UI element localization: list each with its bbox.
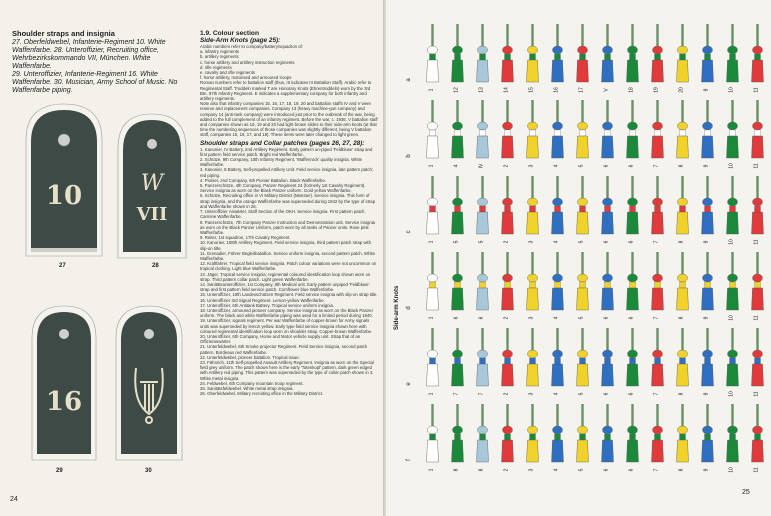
- insignia-item: 25. Sanitätsfeldwebel. White metal strap insignia.: [200, 386, 294, 391]
- figure-number: 30: [145, 468, 152, 474]
- side-arm-knot: [577, 100, 589, 167]
- knot-label: 4: [553, 164, 560, 168]
- insignia-item: 19. Unteroffizier, signals regiment. Per war Waffenfarbe of copper-brown for Army signals units was superseded by lemon yellow. Early type field service insignia shown here with coloured regimental identification loop worn on shoulder strap. Copper-brown Waffenfarbe.: [200, 318, 373, 334]
- insignia-item: 18. Unteroffizier, armoured pioneer company. Service insignia as worn on the Black Panzer uniform. The black and white Waffenfarbe piping was used for a limited period during 1940.: [200, 307, 373, 319]
- insignia-item: 5. Panzerschütze, 4th Company, Panzer Regiment 24 (formerly 1st Cavalry Regiment). Service insignia as worn on the Black Panzer uniform. Gold yellow Waffenfarbe.: [200, 183, 366, 194]
- knot-label: 8: [678, 468, 685, 472]
- side-arm-knot: [552, 100, 564, 167]
- knot-row-label: f: [406, 459, 412, 461]
- knot-label: 8: [453, 468, 460, 472]
- side-arm-knot: [502, 252, 514, 319]
- insignia-item: 17. Unteroffizier, 6th Antitank Battery. Tropical service uniform insignia.: [200, 302, 335, 308]
- knot-label: 8: [478, 468, 485, 472]
- side-arm-knot: [752, 100, 764, 169]
- knot-label: 3: [528, 392, 535, 396]
- knot-label: 6: [628, 392, 635, 396]
- side-arm-knot: [702, 328, 714, 395]
- side-arm-knot: [627, 24, 639, 93]
- knot-label: 3: [528, 468, 535, 472]
- knot-label: 5: [578, 316, 585, 320]
- knot-label: 20: [678, 87, 685, 93]
- knot-label: 1: [428, 468, 435, 472]
- knot-label: 11: [753, 239, 760, 245]
- side-arm-knot: [527, 100, 539, 167]
- knot-label: 8: [678, 316, 685, 320]
- side-arm-knot: [452, 24, 464, 93]
- knot-label: 9: [703, 88, 710, 92]
- side-arm-knot: [477, 404, 489, 471]
- figure-number: 27: [59, 263, 66, 269]
- knot-label: 10: [728, 391, 735, 397]
- side-arm-knots-plate: [406, 20, 758, 496]
- subsection-title-2: Shoulder straps and Collar patches (pages 26, 27, 28):: [200, 139, 365, 147]
- knot-label: 14: [503, 87, 510, 93]
- knot-label: 10: [728, 315, 735, 321]
- side-arm-knot: [502, 176, 514, 243]
- side-arm-knot: [577, 252, 589, 319]
- side-arm-knot: [452, 404, 464, 471]
- knot-label: 12: [453, 87, 460, 93]
- side-arm-knot: [527, 328, 539, 395]
- knot-label: 9: [703, 316, 710, 320]
- knot-label: 10: [728, 239, 735, 245]
- side-arm-knot: [602, 404, 614, 471]
- right-page: [386, 0, 771, 516]
- knot-label: 9: [703, 240, 710, 244]
- insignia-item: 2. Schütze, 9th Company, 10th Infantry Regiment, 'Waffenrock' quality insignia. White Waffenfarbe.: [200, 157, 363, 168]
- side-arm-knot: [752, 176, 764, 245]
- figure-number: 28: [152, 263, 159, 269]
- knot-label: 1: [428, 240, 435, 244]
- knot-label: 17: [578, 87, 585, 93]
- knot-label: 6: [628, 316, 635, 320]
- strap-numeral: 16: [45, 387, 83, 417]
- knot-label: 6: [603, 240, 610, 244]
- shoulder-strap-28: [114, 110, 190, 260]
- side-arm-knot: [727, 252, 739, 321]
- knot-row-label: e: [406, 382, 412, 386]
- knot-text-line: c. horse artillery and artillery instruction regiments: [200, 59, 295, 65]
- section-title: 1.9. Colour section: [200, 30, 259, 37]
- knot-label: 4: [553, 316, 560, 320]
- colour-section-text: [200, 30, 378, 396]
- knot-label: 10: [728, 87, 735, 93]
- side-arm-knot: [477, 176, 489, 243]
- side-arm-knot: [427, 24, 439, 91]
- knot-label: 6: [603, 316, 610, 320]
- shoulder-strap-29: [28, 302, 100, 462]
- side-arm-knot: [427, 176, 439, 243]
- side-arm-knot: [677, 100, 689, 167]
- knot-label: 2: [503, 392, 510, 396]
- insignia-item: 13. Jäger, Tropical service insignia; regimental coloured identification loop shown worn on strap. Third pattern collar patch. Light green Waffenfarbe.: [200, 271, 371, 282]
- insignia-item: 3. Kanonier, 8 Battery, Self-propelled Artillery Unit. Field service insignia, late pattern patch; red piping.: [200, 167, 374, 178]
- side-arm-knot: [602, 100, 614, 167]
- insignia-item: 1. Kanonier, IV Battery, 2nd Artillery Regiment. Early pattern un-piped 'Feldbluse' strap and first pattern field service patch. Bright red Waffenfarbe.: [200, 146, 373, 157]
- insignia-item: 23. Fähnrich, 11th Self-propelled Assault Artillery Regiment. Insignia as worn on the Special field grey uniform. The patch shown here is the early 'Totenkopf' pattern, dark green edged with Artillery red piping. This pattern was superseded by the type of collar patch shown in 3. White metal insignia.: [200, 359, 374, 381]
- knot-label: 9: [703, 164, 710, 168]
- knot-label: 1: [428, 316, 435, 320]
- knot-label: 6: [628, 164, 635, 168]
- side-arm-knot: [527, 24, 539, 93]
- side-arm-knot: [577, 176, 589, 243]
- side-arm-knot: [502, 24, 514, 93]
- side-arm-knot: [652, 24, 664, 93]
- side-arm-knot: [452, 100, 464, 167]
- side-arm-knot: [427, 328, 439, 395]
- insignia-item: 26. Oberfeldwebel, Military recruiting office in the Military District.: [200, 391, 324, 397]
- insignia-item: 24. Feldwebel, 6th Company mountain troop regiment.: [200, 380, 304, 386]
- knot-label: 9: [703, 468, 710, 472]
- knot-text: [200, 44, 378, 138]
- side-arm-knot: [527, 176, 539, 243]
- side-arm-knot: [652, 328, 664, 395]
- knot-text-line: f. horse artillery, motorised and armoured troops: [200, 75, 292, 81]
- side-arm-knot: [477, 24, 489, 93]
- shoulder-strap-30: [112, 302, 186, 462]
- side-arm-knot: [477, 328, 489, 395]
- caption-line: 27. Oberfeldwebel, Infanterie-Regiment 10. White Waffenfarbe. 28. Unteroffizier, Recruiting office, Wehrbezirkskommando VII, München. White Waffenfarbe.: [12, 39, 166, 70]
- side-arm-knot: [552, 24, 564, 93]
- knot-label: 7: [653, 164, 660, 168]
- side-arm-knot: [627, 404, 639, 471]
- side-arm-knot: [677, 328, 689, 395]
- side-arm-knot: [677, 24, 689, 93]
- knot-label: 11: [753, 467, 760, 473]
- insignia-item: 22. Unterfeldwebel, pioneer battalion. Tropical issue.: [200, 354, 300, 360]
- insignia-item: 6. Schütze, Recruiting office in VI Military District (Münster). Service insignia. This form of strap insignia, and the orange Waffenfarbe was superseded during 1942 by the type of strap and Waffenfarbe shown in 26.: [200, 193, 376, 209]
- insignia-item: 11. Grenadier, Führer Begleitbataillon. Service uniform insignia, second pattern patch. White Waffenfarbe.: [200, 250, 375, 261]
- knot-label: 6: [628, 468, 635, 472]
- knot-label: 11: [753, 315, 760, 321]
- side-arm-knot: [552, 176, 564, 243]
- strap-numeral: VII: [136, 204, 168, 225]
- knot-label: 5: [578, 240, 585, 244]
- side-arm-knot: [652, 404, 664, 471]
- side-arm-knot: [627, 176, 639, 243]
- knot-label: 2: [503, 164, 510, 168]
- insignia-item: 21. Unterfeldwebel, 6th Smoke projector Regiment. Field Service insignia, second patch pattern. Bordeaux red Waffenfarbe.: [200, 344, 368, 355]
- shoulder-strap-27: [22, 100, 106, 258]
- side-arm-knot: [677, 176, 689, 243]
- side-arm-knot: [502, 100, 514, 167]
- knot-label: 6: [628, 240, 635, 244]
- side-arm-knot: [602, 252, 614, 319]
- knot-label: 2: [503, 316, 510, 320]
- side-arm-knot: [502, 328, 514, 395]
- side-arm-knot: [752, 404, 764, 473]
- svg-text:W: W: [140, 171, 164, 196]
- knot-label: 4: [553, 468, 560, 472]
- knot-label: 6: [603, 164, 610, 168]
- insignia-item: 8. Panzerschütze, 7th Company Panzer Instruction and Demonstration unit. Service insignia as worn on the Black Panzer Uniform, patch worn by all ranks of Panzer units. Rose pink Waffenfarbe.: [200, 219, 376, 235]
- side-arm-knot: [452, 176, 464, 243]
- knot-label: 6: [453, 316, 460, 320]
- knot-label: 3: [528, 164, 535, 168]
- side-arm-knot: [527, 404, 539, 471]
- knot-row-label: b: [406, 154, 412, 158]
- knot-text-line: Arabic numbers refer to company/battery/squadron of:: [200, 44, 303, 49]
- knot-text-line: a. infantry regiments: [200, 49, 239, 55]
- knot-label: 5: [478, 240, 485, 244]
- knot-label: 5: [578, 468, 585, 472]
- side-arm-knot: [677, 404, 689, 471]
- knot-text-line: Note also that infantry companies 15, 16, 17, 18, 19, 20 and battalion staffs IV and V were reserve and replacement companies. Company 13 (heavy machine-gun company) and company 14 (anti-tank company) were introduced just prior to the outbreak of the war, being added to the full complement of an infantry regiment. Before the war, c. 1936, V battalion staff and companies shown as 18, 19 and 20 had light brown slides to their side-arm knots (at that time the numbering sequences of those companies was slightly different, being V battalion staff, companies 15, 16, 17, and 18). These items were later changed to light green.: [200, 101, 378, 138]
- knot-label: 1: [428, 392, 435, 396]
- knot-label: 3: [528, 240, 535, 244]
- left-page: [0, 0, 383, 516]
- knot-label: 2: [503, 468, 510, 472]
- knot-label: 5: [578, 164, 585, 168]
- knot-label: 4: [553, 392, 560, 396]
- knot-label: 9: [703, 392, 710, 396]
- insignia-item: 15. Unteroffizier, 10th Landesschützen Regiment. Field service insignia with slip-on strap title.: [200, 292, 378, 298]
- knot-label: 8: [678, 164, 685, 168]
- side-arm-knot: [677, 252, 689, 319]
- side-arm-knot: [602, 24, 614, 92]
- knot-label: 11: [753, 391, 760, 397]
- side-arm-knot: [427, 100, 439, 167]
- knot-label: V: [603, 88, 610, 92]
- side-arm-knot: [477, 100, 489, 168]
- knot-label: 5: [453, 240, 460, 244]
- side-arm-knot: [552, 404, 564, 471]
- knot-label: 7: [653, 316, 660, 320]
- knot-label: 13: [478, 87, 485, 93]
- knot-label: 15: [528, 87, 535, 93]
- side-arm-knot: [652, 252, 664, 319]
- insignia-item: 10. Kanonier, 108th Artillery Regiment. Field service insignia, third pattern patch strap with slip-on title.: [200, 240, 372, 251]
- knot-label: 4: [553, 240, 560, 244]
- knot-label: 10: [728, 163, 735, 169]
- side-arm-knot: [602, 176, 614, 243]
- side-arm-knot: [727, 328, 739, 397]
- knot-label: 5: [578, 392, 585, 396]
- knot-label: 6: [603, 468, 610, 472]
- knot-label: 10: [728, 467, 735, 473]
- side-arm-knot: [452, 328, 464, 395]
- caption-line: 29. Unteroffizier, Infanterie-Regiment 16. White Waffenfarbe. 30. Musician, Army School of Music. No Waffenfarbe piping.: [12, 71, 178, 94]
- knot-label: IV: [478, 163, 485, 169]
- figure-number: 29: [56, 468, 63, 474]
- side-arm-knot: [752, 24, 764, 93]
- side-arm-knot: [652, 100, 664, 167]
- side-arm-knot: [727, 404, 739, 473]
- side-arm-knot: [627, 252, 639, 319]
- knot-label: 8: [678, 392, 685, 396]
- knot-label: 16: [553, 87, 560, 93]
- knot-text-line: Roman numbers refer to battalion staff (thus, III indicates III Battalion Staff). Arabic refer to Regimental Staff. Troddeln marked T are Honorary Knots (Ehrentroddeln) worn by the 3rd Btn. 87th Infantry Regiment. E indicates a supplementary company for both infantry and artillery regiments.: [200, 80, 372, 102]
- side-arm-knot: [702, 176, 714, 243]
- knot-label: 6: [478, 316, 485, 320]
- side-arm-knot: [702, 404, 714, 471]
- side-arm-knot: [427, 404, 439, 471]
- knot-label: 11: [753, 163, 760, 169]
- insignia-item: 7. Unteroffizier Anwärter, Staff Section of the OKH. Service insignia. First pattern patch. Carmine Waffenfarbe.: [200, 209, 366, 220]
- knot-label: 7: [478, 392, 485, 396]
- knot-row-label: d: [406, 306, 412, 310]
- side-arm-knot: [577, 24, 589, 93]
- insignia-item: 20. Unteroffizier, 6th Company, Horse and Motor vehicle supply unit. Strap that of an Offizieranwärter.: [200, 333, 361, 345]
- side-arm-knot: [502, 404, 514, 471]
- insignia-item: 12. Kraftfahrer. Tropical field service insignia. Patch colour variations were not uncommon on tropical clothing. Light blue Waffenfarbe.: [200, 261, 377, 272]
- side-arm-knot: [652, 176, 664, 243]
- side-arm-knot: [702, 252, 714, 319]
- side-arm-knot: [727, 24, 739, 93]
- knot-label: 6: [603, 392, 610, 396]
- side-arm-knot: [477, 252, 489, 319]
- knot-label: 7: [653, 468, 660, 472]
- insignia-item: 9. Reiter, 1st squadron, 17th Cavalry Regiment.: [200, 235, 291, 241]
- knot-label: 7: [653, 240, 660, 244]
- knot-label: 1: [428, 164, 435, 168]
- side-arm-knot: [527, 252, 539, 319]
- side-arm-knot: [752, 328, 764, 397]
- side-arm-knot: [727, 176, 739, 245]
- knot-label: 4: [453, 164, 460, 168]
- side-arm-knot: [702, 100, 714, 167]
- side-arm-knot: [602, 328, 614, 395]
- knot-text-line: d. rifle regiments: [200, 64, 232, 70]
- knot-label: 1: [428, 88, 435, 92]
- insignia-item: 4. Pionier, 2nd Company, 6th Pionier Battalion. Black Waffenfarbe.: [200, 177, 327, 183]
- subsection-title: Side-Arm Knots (page 25):: [200, 37, 281, 44]
- side-arm-knots-label: Side-arm Knots: [394, 285, 400, 330]
- side-arm-knot: [577, 404, 589, 471]
- strap-numeral: 10: [45, 181, 83, 211]
- knot-label: 7: [453, 392, 460, 396]
- knot-text-line: b. artillery regiments: [200, 54, 239, 60]
- knot-label: 11: [753, 87, 760, 93]
- side-arm-knot: [552, 328, 564, 395]
- knot-label: 8: [678, 240, 685, 244]
- side-arm-knot: [727, 100, 739, 169]
- knot-label: 18: [628, 87, 635, 93]
- plate-caption: [12, 30, 184, 95]
- knot-row-label: c: [406, 230, 412, 234]
- side-arm-knot: [627, 328, 639, 395]
- side-arm-knot: [702, 24, 714, 91]
- knot-label: 7: [653, 392, 660, 396]
- side-arm-knot: [452, 252, 464, 319]
- insignia-item-list: [200, 147, 378, 397]
- knot-label: 19: [653, 87, 660, 93]
- page-number: 25: [742, 489, 750, 496]
- side-arm-knot: [577, 328, 589, 395]
- insignia-item: 16. Unteroffizier 3rd Signal Regiment. Lemon-yellow Waffenfarbe.: [200, 297, 325, 303]
- knot-label: 3: [528, 316, 535, 320]
- page-number: 24: [10, 496, 18, 503]
- knot-text-line: e. cavalry and rifle regiments: [200, 70, 255, 76]
- insignia-item: 14. Sanitätsunteroffizier, 1st Company, 8th Medical unit. Early pattern unpiped 'Feldbluse' strap and first pattern field service patch. Cornflower blue Waffenfarbe.: [200, 281, 370, 293]
- knot-label: 2: [503, 240, 510, 244]
- side-arm-knot: [427, 252, 439, 319]
- side-arm-knot: [752, 252, 764, 321]
- knot-row-label: a: [406, 78, 412, 82]
- side-arm-knot: [627, 100, 639, 167]
- caption-title: Shoulder straps and insignia: [12, 29, 115, 38]
- side-arm-knot: [552, 252, 564, 319]
